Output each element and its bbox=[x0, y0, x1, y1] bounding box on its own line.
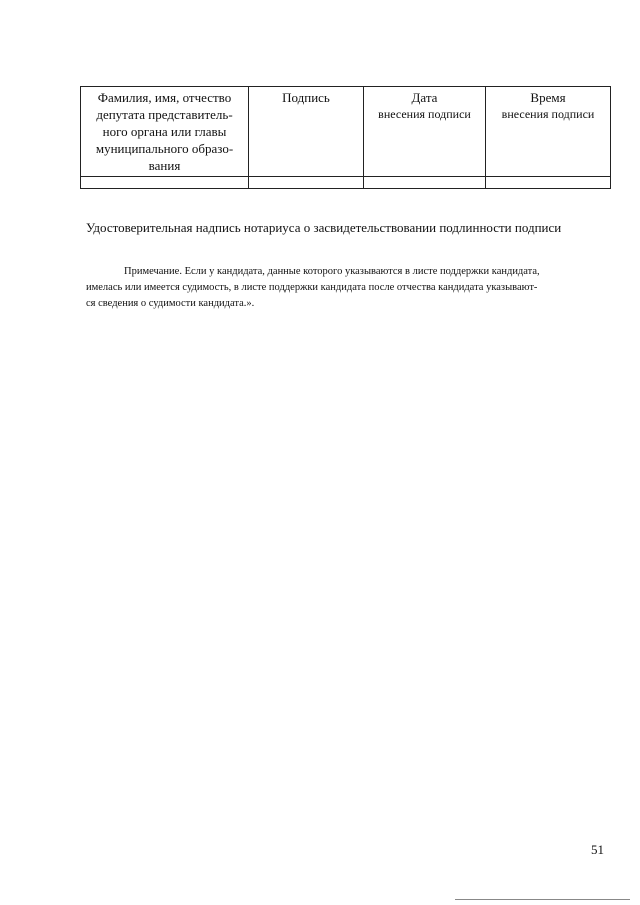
column-header-signature bbox=[249, 87, 364, 177]
note-line: ся сведения о судимости кандидата.». bbox=[86, 298, 255, 309]
bottom-divider bbox=[455, 899, 630, 900]
header-line: внесения подписи bbox=[378, 107, 471, 121]
header-line: муниципального образо- bbox=[95, 141, 234, 156]
note-paragraph bbox=[86, 264, 616, 312]
header-line: вания bbox=[148, 158, 181, 173]
header-line: ного органа или главы bbox=[102, 124, 227, 139]
header-line: Время bbox=[530, 90, 566, 105]
signature-table bbox=[80, 86, 611, 189]
header-line: депутата представитель- bbox=[96, 107, 233, 122]
table-row bbox=[81, 177, 611, 189]
column-header-signing-time bbox=[486, 87, 611, 177]
column-header-signing-date bbox=[364, 87, 486, 177]
column-header-full-name bbox=[81, 87, 249, 177]
notary-certification-caption: Удостоверительная надпись нотариуса о засвидетельствовании подлинности подписи bbox=[86, 220, 562, 235]
note-line: имелась или имеется судимость, в листе поддержки кандидата после отчества кандидата указывают- bbox=[86, 282, 538, 293]
empty-cell bbox=[81, 177, 249, 189]
table-header-row bbox=[81, 87, 611, 177]
empty-cell bbox=[486, 177, 611, 189]
empty-cell bbox=[364, 177, 486, 189]
empty-cell bbox=[249, 177, 364, 189]
header-line: внесения подписи bbox=[501, 107, 595, 121]
note-line: Примечание. Если у кандидата, данные которого указываются в листе поддержки кандидата, bbox=[124, 266, 540, 277]
header-line: Дата bbox=[411, 90, 438, 105]
page-number: 51 bbox=[591, 842, 604, 857]
header-line: Фамилия, имя, отчество bbox=[97, 90, 232, 105]
header-line: Подпись bbox=[282, 90, 330, 105]
